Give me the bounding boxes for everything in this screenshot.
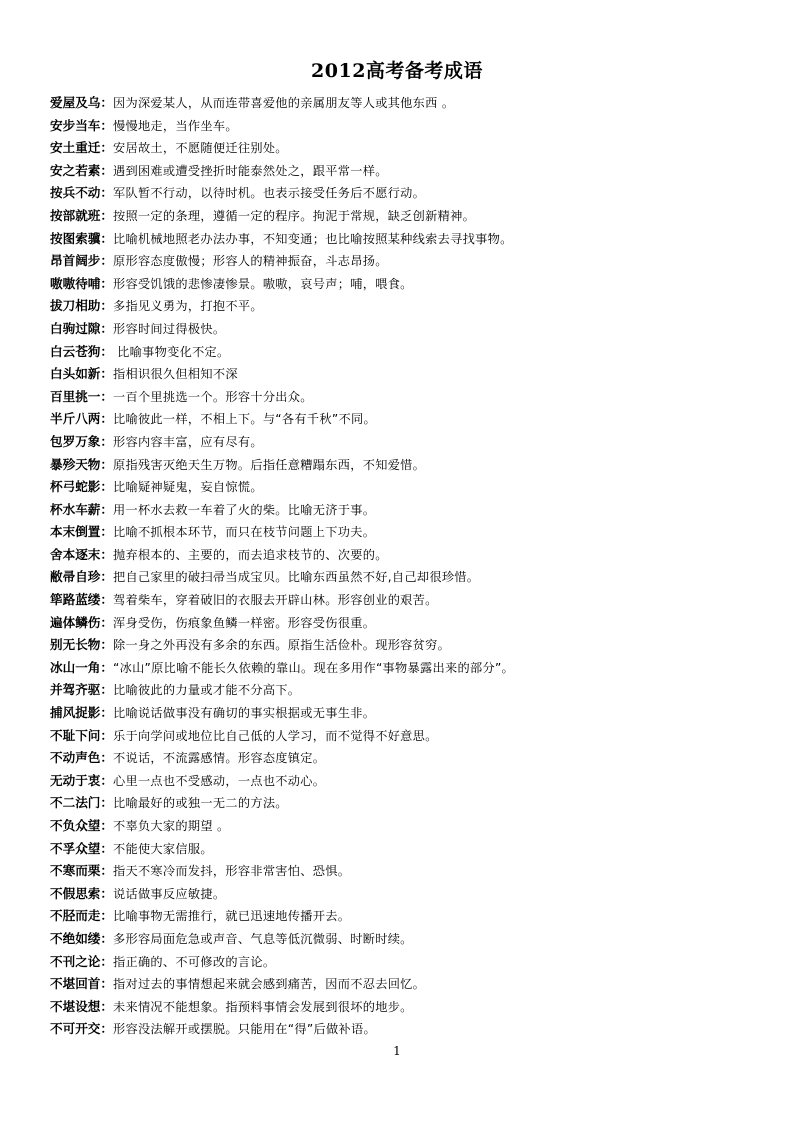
idiom-term: 不胫而走： — [50, 908, 113, 924]
idiom-entry — [50, 160, 740, 183]
idiom-entry — [50, 566, 740, 589]
idiom-entry — [50, 318, 740, 341]
idiom-entry — [50, 679, 740, 702]
idiom-entry — [50, 815, 740, 838]
idiom-definition: 比喻彼此一样，不相上下。与“各有千秋”不同。 — [112, 412, 376, 427]
idiom-definition: 不说话，不流露感情。形容态度镇定。 — [112, 751, 326, 766]
idiom-definition: “冰山”原比喻不能长久依赖的靠山。现在多用作“事物暴露出来的部分”。 — [112, 660, 515, 675]
idiom-term: 遍体鳞伤： — [50, 614, 113, 630]
idiom-definition: 未来情况不能想象。指预料事情会发展到很坏的地步。 — [112, 999, 413, 1014]
idiom-definition: 抛弃根本的、主要的，而去追求枝节的、次要的。 — [112, 547, 388, 562]
idiom-term: 本末倒置： — [50, 524, 113, 540]
idiom-entry — [50, 521, 740, 544]
idiom-definition: 慢慢地走，当作坐车。 — [112, 118, 238, 133]
idiom-term: 昂首阔步： — [50, 253, 113, 269]
document-title: 2012高考备考成语 — [311, 60, 483, 82]
idiom-definition: 多指见义勇为，打抱不平。 — [112, 299, 263, 314]
idiom-entry — [50, 115, 740, 138]
idiom-entry — [50, 905, 740, 928]
idiom-term: 不二法门： — [50, 795, 113, 811]
idiom-entry — [50, 228, 740, 251]
idiom-definition: 除一身之外再没有多余的东西。原指生活俭朴。现形容贫穷。 — [112, 638, 451, 653]
idiom-definition: 一百个里挑选一个。形容十分出众。 — [112, 389, 313, 404]
idiom-entry — [50, 205, 740, 228]
idiom-entry — [50, 363, 740, 386]
idiom-entry — [50, 747, 740, 770]
idiom-definition: 遇到困难或遭受挫折时能泰然处之，跟平常一样。 — [112, 163, 388, 178]
idiom-term: 嗷嗷待哺： — [50, 275, 113, 291]
idiom-entry — [50, 589, 740, 612]
idiom-term: 杯弓蛇影： — [50, 479, 113, 495]
idiom-term: 不寒而栗： — [50, 863, 113, 879]
idiom-definition: 比喻疑神疑鬼，妄自惊慌。 — [112, 480, 263, 495]
idiom-entry — [50, 612, 740, 635]
idiom-definition: 指天不寒冷而发抖，形容非常害怕、恐惧。 — [112, 864, 351, 879]
idiom-definition: 用一杯水去救一车着了火的柴。比喻无济于事。 — [112, 502, 376, 517]
idiom-entry — [50, 137, 740, 160]
idiom-definition: 不能使大家信服。 — [112, 841, 213, 856]
idiom-entry — [50, 341, 740, 364]
idiom-entry — [50, 702, 740, 725]
idiom-definition: 比喻事物变化不定。 — [112, 344, 230, 359]
idiom-term: 拔刀相助： — [50, 298, 113, 314]
idiom-entry — [50, 792, 740, 815]
idiom-definition: 形容时间过得极快。 — [112, 321, 226, 336]
idiom-definition: 指正确的、不可修改的言论。 — [112, 954, 276, 969]
idiom-term: 冰山一角： — [50, 659, 113, 675]
idiom-term: 爱屋及乌： — [50, 95, 113, 110]
idiom-term: 按部就班： — [50, 207, 113, 223]
idiom-term: 包罗万象： — [50, 433, 113, 449]
idiom-entry — [50, 431, 740, 454]
idiom-term: 并驾齐驱： — [50, 682, 113, 698]
idiom-entry — [50, 657, 740, 680]
idiom-term: 杯水车薪： — [50, 501, 113, 517]
idiom-definition: 浑身受伤，伤痕象鱼鳞一样密。形容受伤很重。 — [112, 615, 376, 630]
idiom-entry — [50, 951, 740, 974]
idiom-term: 按图索骥： — [50, 230, 113, 246]
idiom-entry — [50, 476, 740, 499]
idiom-term: 不负众望： — [50, 818, 113, 833]
idiom-entry — [50, 973, 740, 996]
idiom-definition: 形容没法解开或摆脱。只能用在“得”后做补语。 — [112, 1022, 376, 1037]
idiom-term: 不可开交： — [50, 1021, 113, 1037]
idiom-entry — [50, 295, 740, 318]
idiom-term: 半斤八两： — [50, 411, 113, 427]
idiom-term: 舍本逐末： — [50, 546, 113, 562]
idiom-definition: 比喻彼此的力量或才能不分高下。 — [112, 683, 301, 698]
idiom-term: 白驹过隙： — [50, 320, 113, 336]
idiom-term: 不耻下问： — [50, 727, 113, 743]
idiom-term: 不刊之论： — [50, 953, 113, 969]
idiom-definition: 军队暂不行动，以待时机。也表示接受任务后不愿行动。 — [112, 186, 426, 201]
idiom-entry — [50, 92, 740, 115]
idiom-definition: 安居故土，不愿随便迁往别处。 — [112, 141, 288, 156]
idiom-term: 敝帚自珍： — [50, 569, 113, 585]
idiom-term: 不假思索： — [50, 885, 113, 901]
idiom-entry — [50, 725, 740, 748]
idiom-term: 不绝如缕： — [50, 930, 113, 946]
idiom-definition: 比喻最好的或独一无二的方法。 — [112, 796, 288, 811]
idiom-definition: 形容内容丰富，应有尽有。 — [112, 434, 263, 449]
idiom-term: 白云苍狗： — [50, 343, 113, 359]
idiom-definition: 驾着柴车，穿着破旧的衣服去开辟山林。形容创业的艰苦。 — [112, 593, 438, 608]
idiom-term: 别无长物： — [50, 637, 113, 653]
idiom-term: 不动声色： — [50, 750, 113, 766]
idiom-definition: 心里一点也不受感动，一点也不动心。 — [112, 773, 326, 788]
idiom-term: 按兵不动： — [50, 185, 113, 201]
idiom-term: 不孚众望： — [50, 840, 113, 856]
idiom-definition: 指相识很久但相知不深 — [112, 367, 238, 382]
idiom-definition: 把自己家里的破扫帚当成宝贝。比喻东西虽然不好,自己却很珍惜。 — [112, 570, 480, 585]
page-number: 1 — [393, 1044, 401, 1058]
idiom-term: 捕风捉影： — [50, 705, 113, 721]
idiom-term: 百里挑一： — [50, 388, 113, 404]
idiom-definition: 多形容局面危急或声音、气息等低沉微弱、时断时续。 — [112, 931, 413, 946]
idiom-definition: 不辜负大家的期望 。 — [112, 819, 230, 833]
idiom-definition: 因为深爱某人，从而连带喜爱他的亲属朋友等人或其他东西 。 — [112, 96, 455, 110]
idiom-definition: 指对过去的事情想起来就会感到痛苦，因而不忍去回忆。 — [112, 977, 426, 992]
idiom-term: 暴殄天物： — [50, 456, 113, 472]
idiom-definition: 按照一定的条理，遵循一定的程序。拘泥于常规，缺乏创新精神。 — [112, 208, 476, 223]
idiom-definition: 原指残害灭绝天生万物。后指任意糟蹋东西，不知爱惜。 — [112, 457, 426, 472]
idiom-definition: 原形容态度傲慢；形容人的精神振奋，斗志昂扬。 — [112, 254, 388, 269]
idiom-entry — [50, 883, 740, 906]
idiom-definition: 比喻机械地照老办法办事，不知变通；也比喻按照某种线索去寻找事物。 — [112, 231, 513, 246]
idiom-term: 安步当车： — [50, 117, 113, 133]
idiom-entry — [50, 928, 740, 951]
idiom-entry — [50, 996, 740, 1019]
idiom-term: 安之若素： — [50, 162, 113, 178]
idiom-entry — [50, 544, 740, 567]
idiom-entry — [50, 770, 740, 793]
idiom-definition: 形容受饥饿的悲惨凄惨景。嗷嗷，哀号声；哺，喂食。 — [112, 276, 413, 291]
idiom-term: 不堪回首： — [50, 976, 113, 992]
idiom-term: 白头如新： — [50, 366, 113, 382]
idiom-entry — [50, 408, 740, 431]
idiom-definition: 比喻事物无需推行，就已迅速地传播开去。 — [112, 909, 351, 924]
idiom-definition: 说话做事反应敏捷。 — [112, 886, 226, 901]
idiom-term: 安土重迁： — [50, 140, 113, 156]
idiom-entry — [50, 454, 740, 477]
idiom-entry — [50, 182, 740, 205]
idiom-entry — [50, 634, 740, 657]
idiom-definition: 比喻说话做事没有确切的事实根据或无事生非。 — [112, 706, 376, 721]
idiom-entry — [50, 860, 740, 883]
idiom-definition: 乐于向学问或地位比自己低的人学习，而不觉得不好意思。 — [112, 728, 438, 743]
idiom-list — [50, 92, 740, 1041]
idiom-term: 筚路蓝缕： — [50, 592, 113, 608]
idiom-entry — [50, 499, 740, 522]
idiom-definition: 比喻不抓根本环节，而只在枝节问题上下功夫。 — [112, 525, 376, 540]
idiom-term: 无动于衷： — [50, 772, 113, 788]
idiom-entry — [50, 250, 740, 273]
idiom-entry — [50, 838, 740, 861]
idiom-entry — [50, 386, 740, 409]
idiom-entry — [50, 1018, 740, 1041]
idiom-term: 不堪设想： — [50, 998, 113, 1014]
idiom-entry — [50, 273, 740, 296]
